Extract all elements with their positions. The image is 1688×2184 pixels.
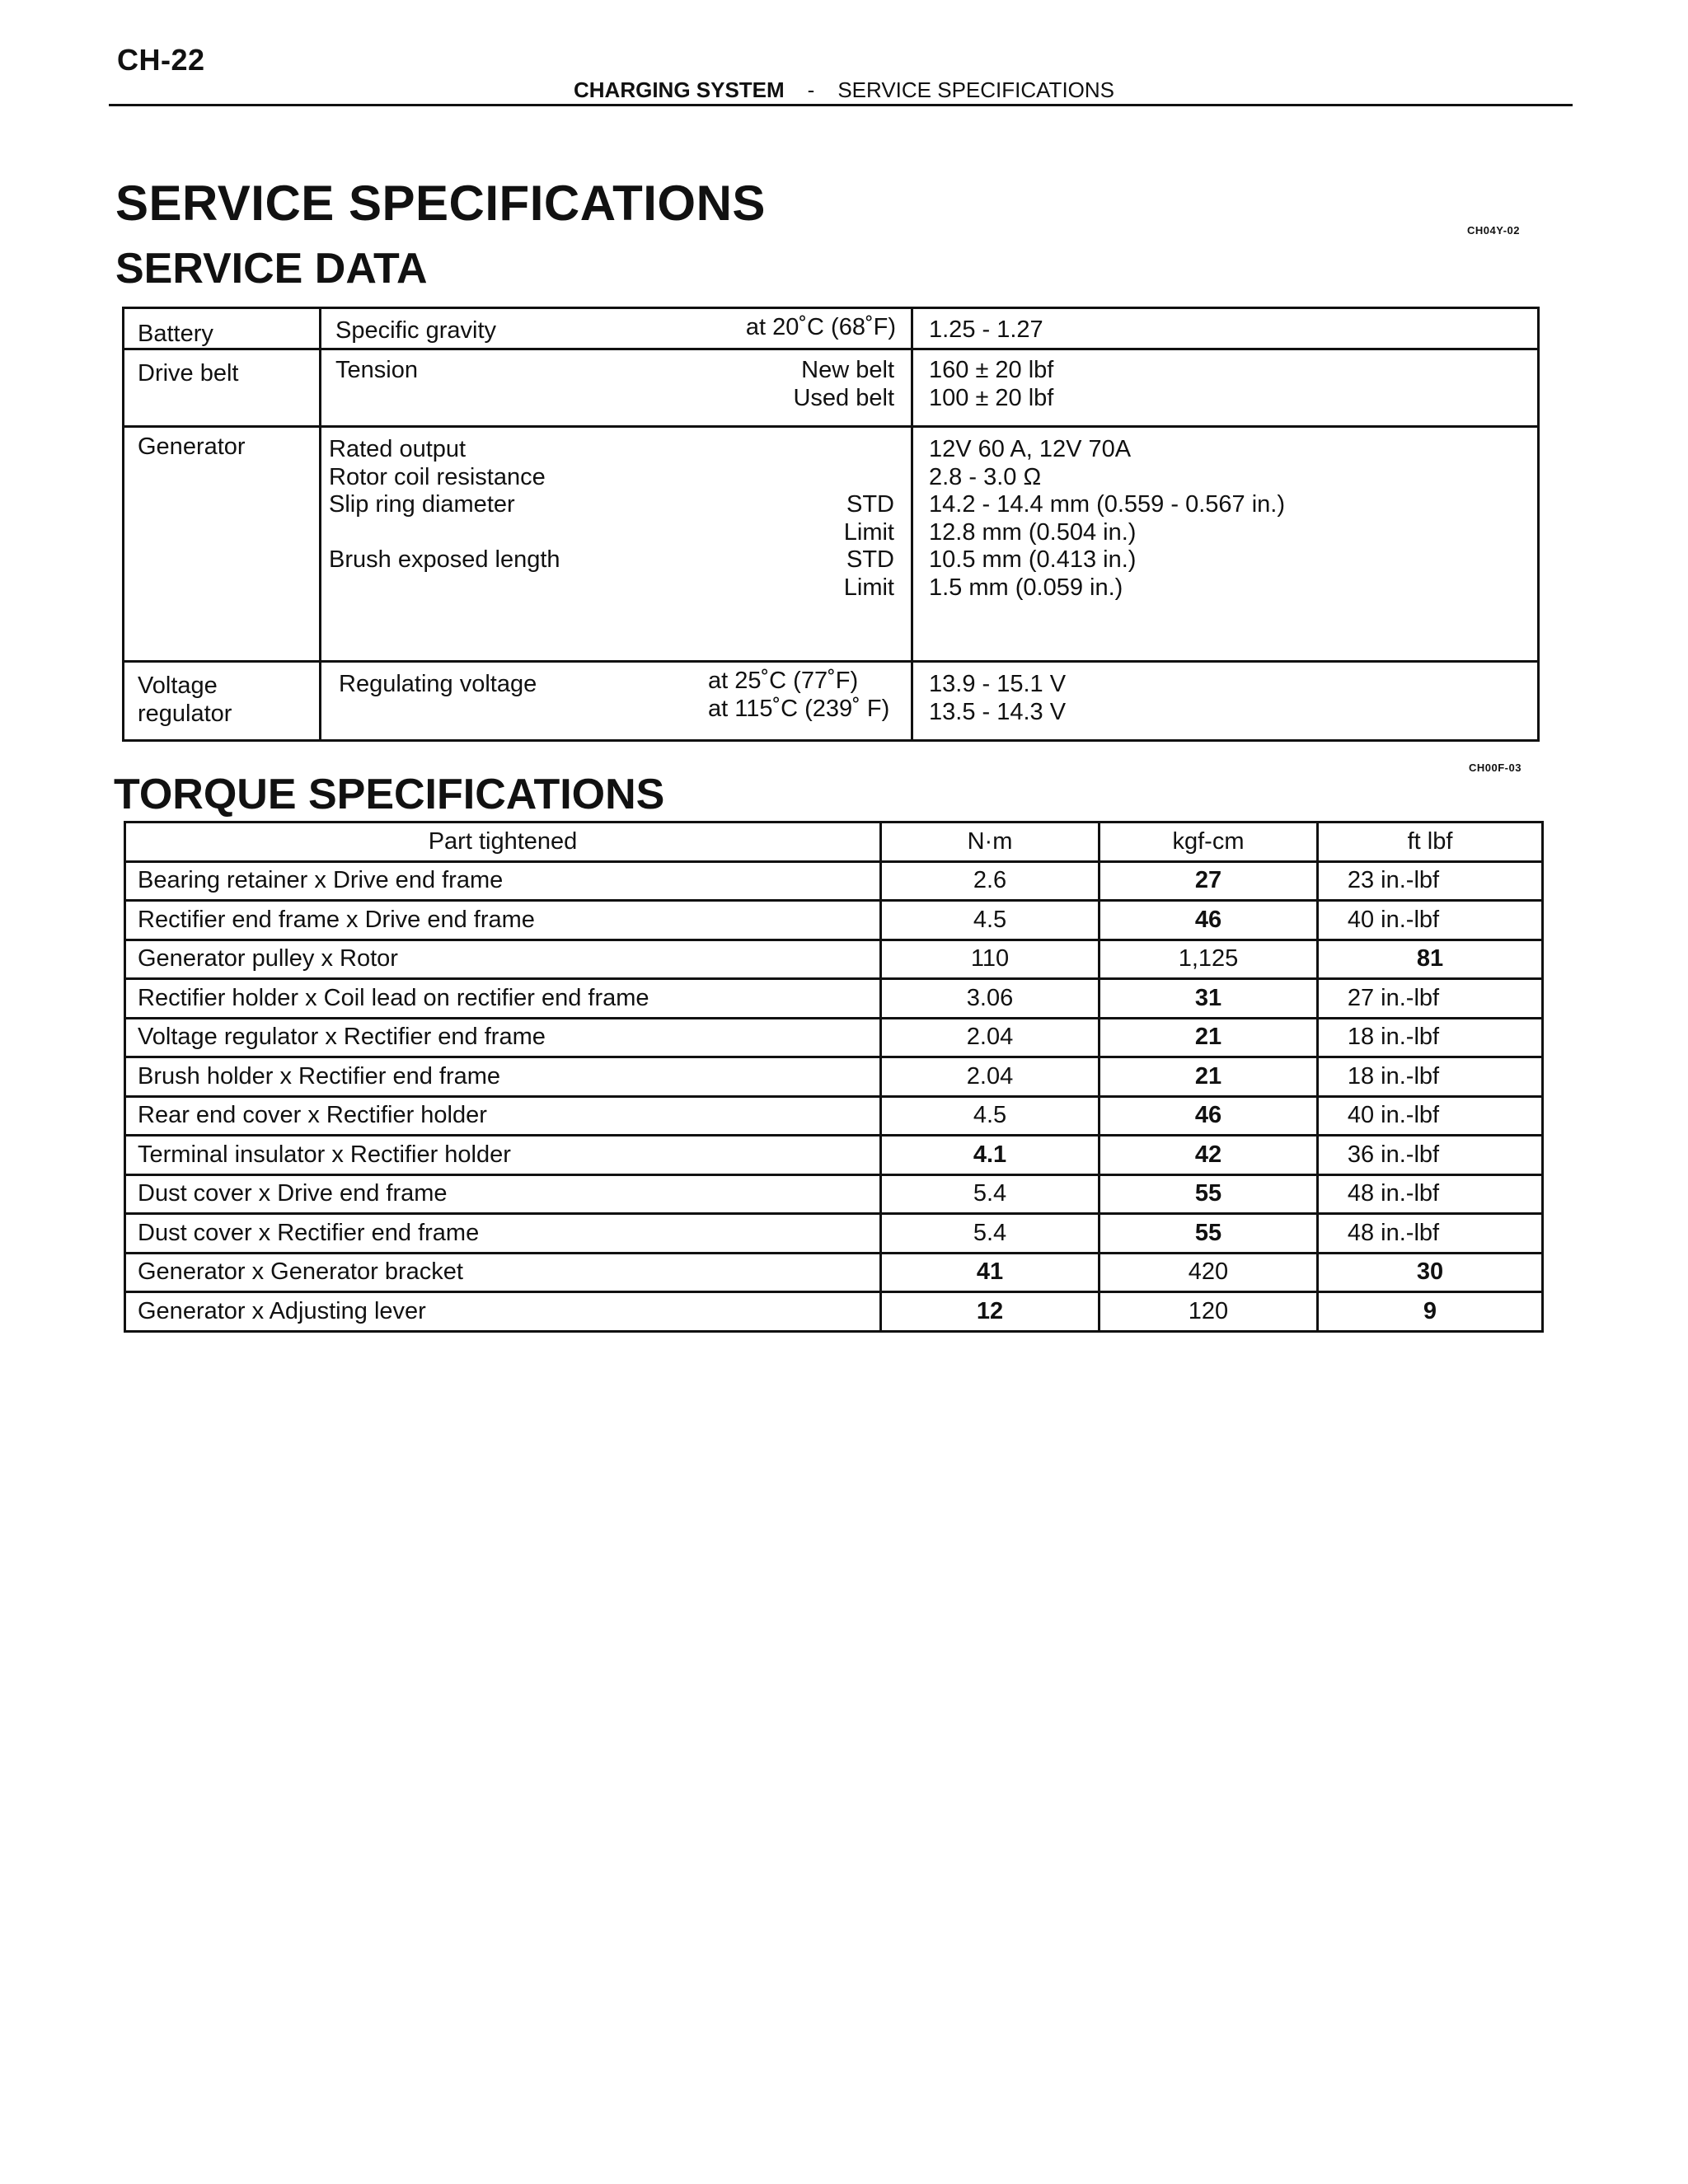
torque-code: CH00F-03 [1469,762,1522,774]
part-cell: Generator pulley x Rotor [125,940,881,979]
kgf-cell: 21 [1100,1057,1318,1097]
table-row [125,940,1543,979]
brush-limit-value: 1.5 mm (0.059 in.) [929,574,1123,601]
ft-unit: in.-lbf [1381,1024,1440,1051]
slip-ring-limit-label: Limit [843,519,894,546]
brush-length-label: Brush exposed length [329,546,560,573]
ft-cell: 30 [1318,1253,1543,1292]
ft-unit: in.-lbf [1381,1141,1440,1168]
kgf-cell: 21 [1100,1018,1318,1057]
row-divider [124,660,1537,663]
regulator-condition-2: at 115˚C (239˚ F) [708,696,890,722]
table-row [125,861,1543,901]
kgf-cell: 120 [1100,1292,1318,1332]
table-row [125,1214,1543,1254]
part-cell: Dust cover x Rectifier end frame [125,1214,881,1254]
ft-cell [1318,1057,1543,1097]
nm-cell: 41 [881,1253,1100,1292]
rated-output-label: Rated output [329,436,467,462]
drive-belt-used-value: 100 ± 20 lbf [929,385,1054,411]
row-divider [124,348,1537,350]
nm-cell: 5.4 [881,1174,1100,1214]
page-title: SERVICE SPECIFICATIONS [115,176,766,231]
kgf-cell: 46 [1100,1096,1318,1136]
header-rule [109,104,1573,106]
column-divider [319,309,321,739]
drive-belt-spec: Tension [335,357,418,383]
drive-belt-new-condition: New belt [801,357,894,383]
header-section: CHARGING SYSTEM [573,77,785,102]
regulating-voltage-label: Regulating voltage [339,671,537,697]
nm-cell: 4.5 [881,901,1100,940]
column-divider [911,309,913,739]
kgf-cell: 46 [1100,901,1318,940]
header-part: Part tightened [125,823,881,862]
ft-cell [1318,979,1543,1019]
kgf-cell: 420 [1100,1253,1318,1292]
slip-ring-label: Slip ring diameter [329,491,515,518]
ft-value: 27 [1347,984,1375,1011]
slip-ring-limit-value: 12.8 mm (0.504 in.) [929,519,1137,546]
kgf-cell: 55 [1100,1174,1318,1214]
service-data-table [122,307,1540,742]
part-cell: Generator x Generator bracket [125,1253,881,1292]
ft-value: 40 [1347,906,1375,933]
table-row [125,1096,1543,1136]
part-cell: Brush holder x Rectifier end frame [125,1057,881,1097]
kgf-cell: 27 [1100,861,1318,901]
slip-ring-std-label: STD [846,491,894,518]
regulator-condition-1: at 25˚C (77˚F) [708,668,859,694]
kgf-cell: 31 [1100,979,1318,1019]
ft-cell [1318,1136,1543,1175]
table-row [125,1253,1543,1292]
brush-std-label: STD [846,546,894,573]
nm-cell: 110 [881,940,1100,979]
ft-unit: in.-lbf [1381,867,1440,894]
header-subsection: SERVICE SPECIFICATIONS [837,77,1115,102]
ft-value: 23 [1347,867,1375,894]
rotor-coil-label: Rotor coil resistance [329,464,546,490]
header-separator: - [807,77,815,102]
kgf-cell: 42 [1100,1136,1318,1175]
row-divider [124,425,1537,428]
nm-cell: 2.6 [881,861,1100,901]
ft-value: 18 [1347,1062,1375,1090]
battery-spec: Specific gravity [335,317,497,344]
slip-ring-std-value: 14.2 - 14.4 mm (0.559 - 0.567 in.) [929,491,1285,518]
ft-cell [1318,1018,1543,1057]
part-cell: Rectifier holder x Coil lead on rectifier end frame [125,979,881,1019]
nm-cell: 4.1 [881,1136,1100,1175]
ft-cell: 9 [1318,1292,1543,1332]
drive-belt-label: Drive belt [138,360,239,387]
ft-cell [1318,1214,1543,1254]
header-kgf: kgf-cm [1100,823,1318,862]
torque-table [124,821,1544,1333]
regulator-value-2: 13.5 - 14.3 V [929,699,1067,725]
ft-value: 48 [1347,1180,1375,1207]
rotor-coil-value: 2.8 - 3.0 Ω [929,464,1042,490]
ft-unit: in.-lbf [1381,1180,1440,1207]
ft-cell [1318,1096,1543,1136]
drive-belt-new-value: 160 ± 20 lbf [929,357,1054,383]
kgf-cell: 55 [1100,1214,1318,1254]
service-data-title: SERVICE DATA [115,245,428,293]
ft-value: 48 [1347,1219,1375,1246]
torque-title: TORQUE SPECIFICATIONS [114,771,665,818]
ft-cell [1318,1174,1543,1214]
part-cell: Rear end cover x Rectifier holder [125,1096,881,1136]
table-row [125,1018,1543,1057]
battery-condition: at 20˚C (68˚F) [745,314,896,340]
ft-unit: in.-lbf [1381,1062,1440,1090]
table-row [125,1136,1543,1175]
rated-output-value: 12V 60 A, 12V 70A [929,436,1132,462]
header-ftlbf: ft lbf [1318,823,1543,862]
part-cell: Rectifier end frame x Drive end frame [125,901,881,940]
table-row [125,1174,1543,1214]
ft-unit: in.-lbf [1381,1219,1440,1246]
ft-value: 18 [1347,1024,1375,1051]
part-cell: Dust cover x Drive end frame [125,1174,881,1214]
running-header [0,77,1688,103]
ft-unit: in.-lbf [1381,1102,1440,1129]
nm-cell: 3.06 [881,979,1100,1019]
nm-cell: 5.4 [881,1214,1100,1254]
regulator-label-line1: Voltage [138,673,218,699]
part-cell: Generator x Adjusting lever [125,1292,881,1332]
nm-cell: 2.04 [881,1018,1100,1057]
ft-value: 40 [1347,1102,1375,1129]
header-nm: N·m [881,823,1100,862]
part-cell: Voltage regulator x Rectifier end frame [125,1018,881,1057]
battery-label: Battery [138,321,213,347]
nm-cell: 12 [881,1292,1100,1332]
kgf-cell: 1,125 [1100,940,1318,979]
ft-unit: in.-lbf [1381,906,1440,933]
ft-cell [1318,861,1543,901]
brush-limit-label: Limit [843,574,894,601]
table-row [125,979,1543,1019]
part-cell: Bearing retainer x Drive end frame [125,861,881,901]
nm-cell: 4.5 [881,1096,1100,1136]
battery-value: 1.25 - 1.27 [929,316,1043,343]
brush-std-value: 10.5 mm (0.413 in.) [929,546,1137,573]
regulator-value-1: 13.9 - 15.1 V [929,671,1067,697]
nm-cell: 2.04 [881,1057,1100,1097]
ft-value: 36 [1347,1141,1375,1168]
drive-belt-used-condition: Used belt [793,385,894,411]
part-cell: Terminal insulator x Rectifier holder [125,1136,881,1175]
table-header-row [125,823,1543,862]
table-row [125,1057,1543,1097]
service-data-code: CH04Y-02 [1467,224,1520,237]
ft-unit: in.-lbf [1381,984,1440,1011]
page-number: CH-22 [117,43,205,77]
regulator-label-line2: regulator [138,701,232,727]
ft-cell [1318,901,1543,940]
table-row [125,901,1543,940]
table-row [125,1292,1543,1332]
ft-cell: 81 [1318,940,1543,979]
generator-label: Generator [138,434,246,460]
